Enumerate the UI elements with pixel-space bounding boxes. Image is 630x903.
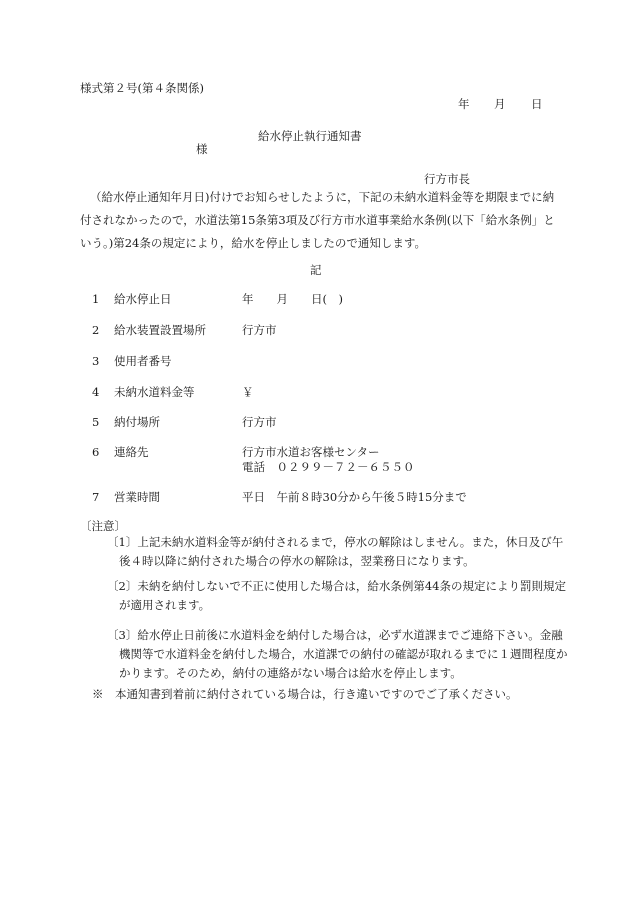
- ki-heading: 記: [310, 263, 322, 277]
- document-title: 給水停止執行通知書: [258, 129, 362, 143]
- form-number: 様式第２号(第４条関係): [80, 81, 204, 95]
- note-3: 〔3〕給水停止日前後に水道料金を納付した場合は，必ず水道課までご連絡下さい。金融機関等で水道料金を納付した場合，水道課での納付の確認が取れるまでに１週間程度かかります。そのため，納付の連絡がない場合は給水を停止します。: [107, 628, 568, 680]
- sender-name: 行方市長: [424, 172, 470, 186]
- item-label: 未納水道料金等: [114, 385, 195, 399]
- item-number: 7: [92, 490, 100, 504]
- item-number: 6: [92, 445, 100, 459]
- item-value: 平日 午前８時30分から午後５時15分まで: [242, 490, 467, 504]
- item-label: 連絡先: [114, 445, 149, 459]
- date-day: 日: [531, 97, 543, 111]
- item-number: 2: [92, 323, 100, 337]
- item-number: 3: [92, 354, 100, 368]
- item-value: 行方市: [242, 323, 277, 337]
- footer-note: ※ 本通知書到着前に納付されている場合は，行き違いですのでご了承ください。: [92, 687, 518, 701]
- item-value: 行方市: [242, 415, 277, 429]
- date-year: 年: [458, 97, 470, 111]
- item-number: 4: [92, 385, 100, 399]
- addressee-suffix: 様: [196, 142, 208, 156]
- item-label: 納付場所: [114, 415, 160, 429]
- item-phone: 電話 ０２９９－７２－６５５０: [242, 460, 415, 474]
- item-label: 給水停止日: [114, 292, 172, 306]
- item-number: 5: [92, 415, 100, 429]
- note-1: 〔1〕上記未納水道料金等が納付されるまで，停水の解除はしません。また，休日及び午後４時以降に納付された場合の停水の解除は，翌業務日になります。: [107, 535, 564, 568]
- item-label: 給水装置設置場所: [114, 323, 206, 337]
- item-label: 使用者番号: [114, 354, 172, 368]
- item-label: 営業時間: [114, 490, 160, 504]
- item-value: ￥: [242, 385, 254, 399]
- notice-body: （給水停止通知年月日)付けでお知らせしたように，下記の未納水道料金等を期限までに納付されなかったので，水道法第15条第3項及び行方市水道事業給水条例(以下「給水条例」という。)第24条の規定により，給水を停止しましたので通知します。: [80, 190, 555, 250]
- note-2: 〔2〕未納を納付しないで不正に使用した場合は，給水条例第44条の規定により罰則規定が適用されます。: [107, 579, 566, 612]
- item-number: 1: [92, 292, 100, 306]
- item-value: 年 月 日( ): [242, 292, 343, 306]
- notes-heading: 〔注意〕: [80, 519, 126, 533]
- date-month: 月: [494, 97, 506, 111]
- item-value: 行方市水道お客様センター: [242, 445, 380, 459]
